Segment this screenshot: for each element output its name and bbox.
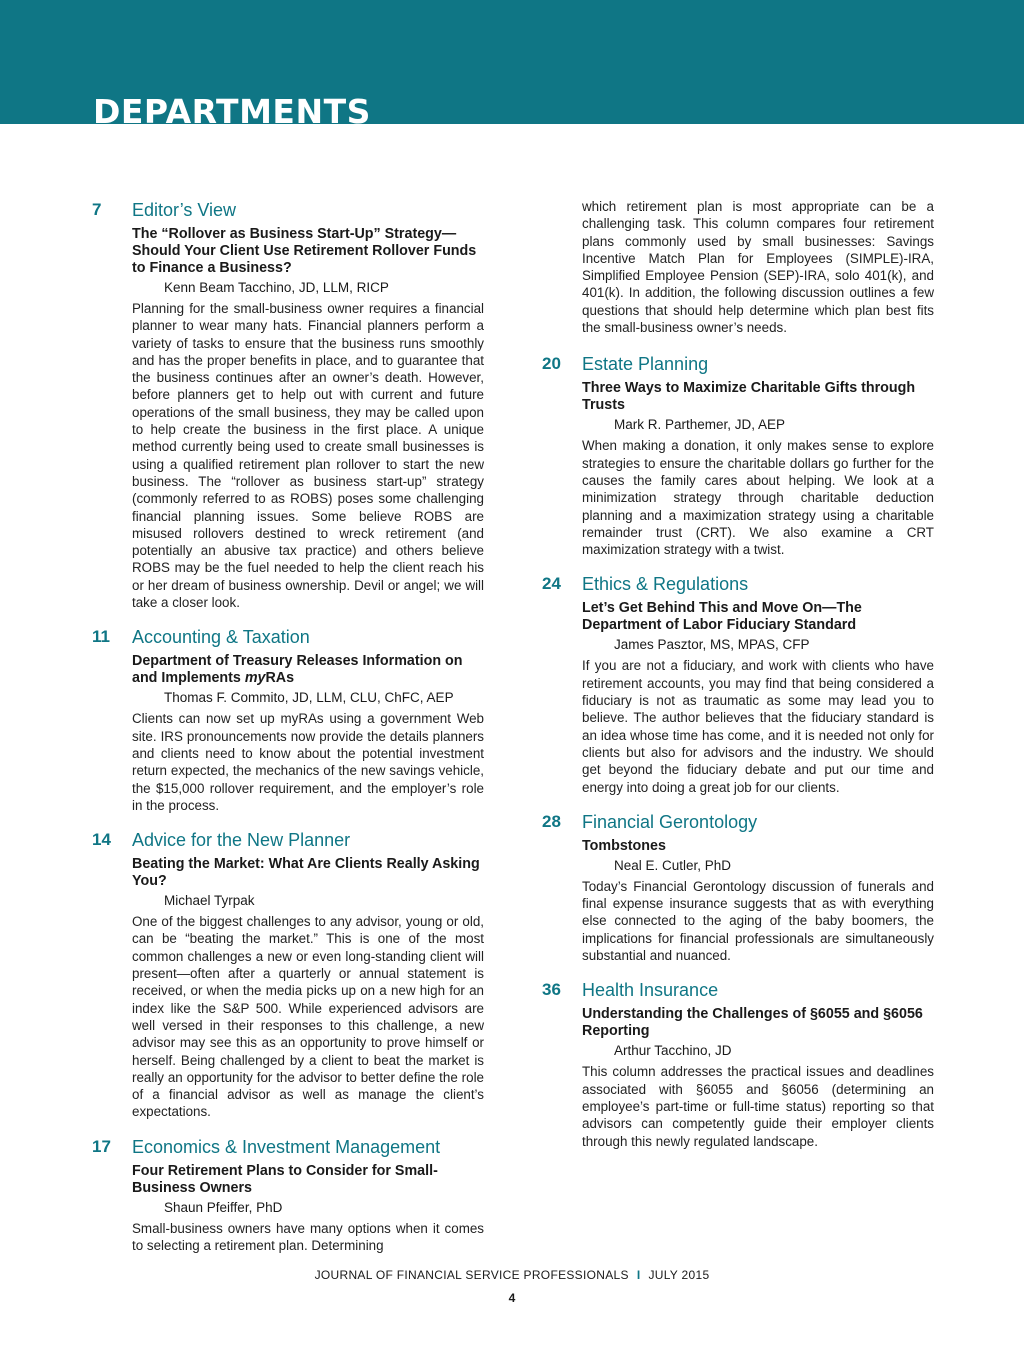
article-summary: Today’s Financial Gerontology discussion of funerals and final expense insurance suggests that as with everything else connected to the aging of the baby boomers, the implications for financial professionals are simultaneously substantial and nuanced. xyxy=(582,878,934,964)
article-author: Arthur Tacchino, JD xyxy=(614,1043,732,1059)
article-author: Kenn Beam Tacchino, JD, LLM, RICP xyxy=(164,280,389,295)
article-title: Let’s Get Behind This and Move On—The Department of Labor Fiduciary Standard xyxy=(582,600,862,634)
article-author: Thomas F. Commito, JD, LLM, CLU, ChFC, AEP xyxy=(164,690,454,706)
toc-entry-ethics-regulations[interactable] xyxy=(542,572,934,795)
department-name: Advice for the New Planner xyxy=(132,830,351,851)
toc-entry-economics-investment[interactable] xyxy=(92,1135,484,1255)
issue-date: JULY 2015 xyxy=(648,1268,710,1282)
article-author: Michael Tyrpak xyxy=(164,893,255,909)
page-number: 24 xyxy=(542,574,561,594)
toc-entry-estate-planning[interactable] xyxy=(542,352,934,558)
page-number: 11 xyxy=(92,627,110,647)
article-title: Department of Treasury Releases Information on and Implements myRAs xyxy=(132,653,463,687)
toc-entry-financial-gerontology[interactable] xyxy=(542,810,934,964)
page-number: 28 xyxy=(542,811,561,831)
article-author: Mark R. Parthemer, JD, AEP xyxy=(614,417,786,433)
article-author: James Pasztor, MS, MPAS, CFP xyxy=(614,637,810,653)
department-name: Ethics & Regulations xyxy=(582,574,749,595)
footer xyxy=(0,1268,1024,1282)
footer-separator: I xyxy=(636,1268,641,1282)
page-number: 14 xyxy=(92,830,111,850)
article-summary: Clients can now set up myRAs using a government Web site. IRS pronouncements now provide the details planners and clients need to know about the potential investment return expected, the mechanics of the new savings vehicle, the $15,000 rollover requirement, and the employer’s role in the process. xyxy=(132,711,484,813)
journal-name: JOURNAL OF FINANCIAL SERVICE PROFESSIONALS xyxy=(314,1268,629,1282)
article-summary: When making a donation, it only makes sense to explore strategies to ensure the charitable dollars go further for the causes the family cares about helping. We look at a minimization strategy through charitable deduction planning and a maximization strategy using a charitable remainder trust (CRT). We also examine a CRT maximization strategy with a twist. xyxy=(582,438,934,558)
department-name: Editor’s View xyxy=(132,200,237,220)
header-banner xyxy=(0,0,1024,124)
article-title: Three Ways to Maximize Charitable Gifts through Trusts xyxy=(582,380,916,414)
page-title: DEPARTMENTS xyxy=(93,92,371,124)
article-title: Tombstones xyxy=(582,837,666,854)
page-number: 36 xyxy=(542,980,561,1000)
article-author: Shaun Pfeiffer, PhD xyxy=(164,1199,283,1215)
article-title: Understanding the Challenges of §6055 and §6056 Reporting xyxy=(582,1006,923,1040)
page-number: 17 xyxy=(92,1136,111,1156)
article-summary: This column addresses the practical issues and deadlines associated with §6055 and §6056 (determining an employee’s part-time or full-time status) reporting so that advisors can competently guide their employer clients through this newly regulated landscape. xyxy=(582,1064,934,1149)
right-column xyxy=(542,198,934,1164)
department-name: Accounting & Taxation xyxy=(132,627,310,648)
department-name: Financial Gerontology xyxy=(582,811,758,832)
article-author: Neal E. Cutler, PhD xyxy=(614,857,732,873)
article-summary: Planning for the small-business owner requires a financial planner to wear many hats. Financial planners perform a variety of tasks to ensure that the business runs smoothly and has the proper benefits in place, and to guarantee that the business continues after an owner’s death. However, before planners get to help out with current and future operations of the small business, they may be called upon to help create the business in the first place. A unique method currently being used to create small businesses is using a qualified retirement plan rollover to start the new business. The “rollover as business start-up” strategy (commonly referred to as ROBS) poses some challenging financial planning issues. Some believe ROBS are misused rollovers destined to wreck retirement (and potentially an abusive tax practice) and others believe ROBS may be the fuel needed to help the client reach his or her dream of business ownership. Devil or angel; we will take a closer look. xyxy=(132,301,484,611)
toc-entry-advice-new-planner[interactable] xyxy=(92,828,484,1121)
article-summary: One of the biggest challenges to any advisor, young or old, can be “beating the market.” This is one of the most common challenges a new or even long-standing client will present—often after a quarterly or annual statement is received, or when the media picks up on a new high for an index like the S&P 500. While experienced advisors are well versed in their responses to this challenge, a new advisor may see this as an opportunity to prove himself or herself. Being challenged by a client to beat the market is really an opportunity for the advisor to better define the role of a financial advisor as well as manage the client’s expectations. xyxy=(132,914,484,1120)
toc-entry-editors-view[interactable] xyxy=(92,198,484,611)
article-summary-continued: which retirement plan is most appropriate can be a challenging task. This column compares four retirement plans commonly used by small businesses: Savings Incentive Match Plan for Employees (SIMPLE)-IRA, Simplified Employee Pension (SEP)-IRA, solo 401(k), and 401(k). In addition, the following discussion outlines a few questions that should help determine which plan best fits the small-business owner’s needs. xyxy=(582,199,934,336)
toc-entry-accounting-taxation[interactable] xyxy=(92,625,484,814)
department-name: Health Insurance xyxy=(582,980,719,1001)
article-summary: Small-business owners have many options when it comes to selecting a retirement plan. Determining xyxy=(132,1220,484,1253)
article-title: The “Rollover as Business Start-Up” Strategy—Should Your Client Use Retirement Rollover Funds to Finance a Business? xyxy=(132,226,477,276)
page-number: 20 xyxy=(542,354,561,374)
article-summary: If you are not a fiduciary, and work with clients who have retirement accounts, you may find that being considered a fiduciary is not as traumatic as some may lead you to believe. The author believes that the fiduciary standard is an idea whose time has come, and it is needed not only for clients but also for advisors and the industry. We should get beyond the fiduciary debate and put our time and energy into doing a great job for our clients. xyxy=(582,658,934,795)
toc-entry-health-insurance[interactable] xyxy=(542,978,934,1149)
department-name: Estate Planning xyxy=(582,354,709,375)
article-title: Four Retirement Plans to Consider for Small-Business Owners xyxy=(132,1162,438,1196)
left-column xyxy=(92,198,484,1268)
article-title: Beating the Market: What Are Clients Really Asking You? xyxy=(132,856,480,890)
page-number: 7 xyxy=(92,200,102,219)
department-name: Economics & Investment Management xyxy=(132,1136,441,1157)
folio-page-number: 4 xyxy=(508,1291,516,1305)
